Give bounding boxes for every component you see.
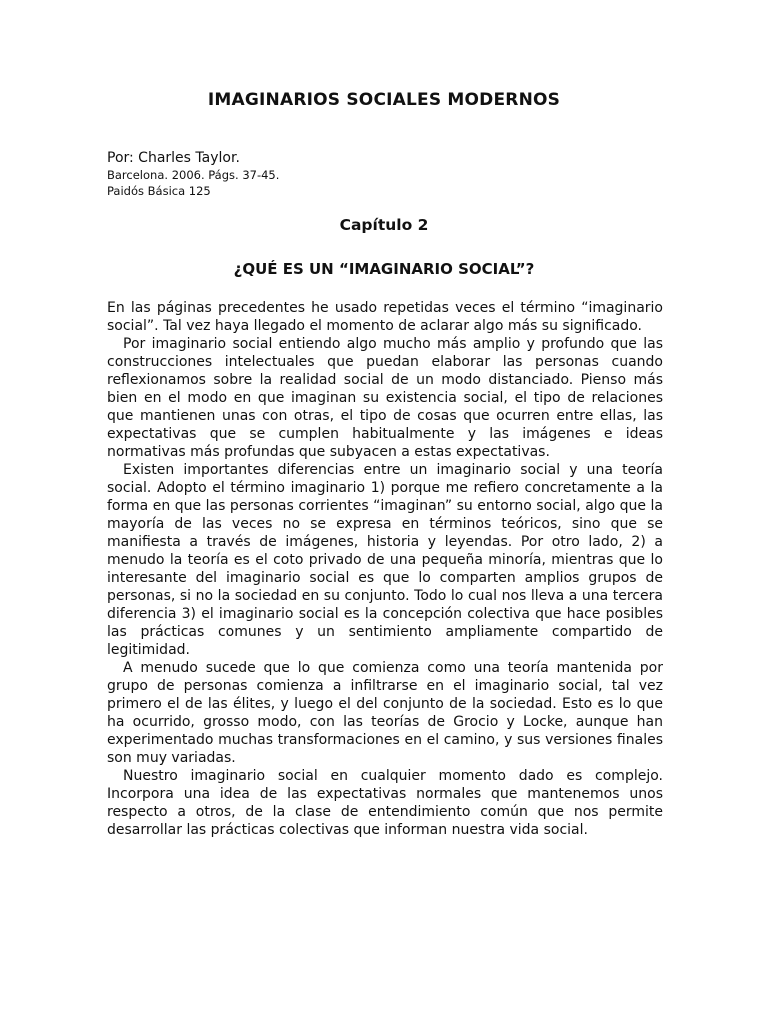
paragraph: Nuestro imaginario social en cualquier momento dado es complejo. Incorpora una idea de las expectativas normales que mantenemos unos respecto a otros, de la clase de entendimiento común que nos permite desarrollar las prácticas colectivas que informan nuestra vida social. bbox=[107, 768, 663, 838]
section-heading: ¿QUÉ ES UN “IMAGINARIO SOCIAL”? bbox=[233, 260, 535, 278]
document-title: IMAGINARIOS SOCIALES MODERNOS bbox=[207, 90, 561, 110]
author-byline: Por: Charles Taylor. bbox=[107, 150, 240, 166]
source-publication-line: Barcelona. 2006. Págs. 37-45. bbox=[107, 168, 280, 182]
paragraph: Existen importantes diferencias entre un imaginario social y una teoría social. Adopto el término imaginario 1) porque me refiero concretamente a la forma en que las personas corrientes “imaginan” su entorno social, algo que la mayoría de las veces no se expresa en términos teóricos, sino que se manifiesta a través de imágenes, historia y leyendas. Por otro lado, 2) a menudo la teoría es el coto privado de una pequeña minoría, mientras que lo interesante del imaginario social es que lo comparten amplios grupos de personas, si no la sociedad en su conjunto. Todo lo cual nos lleva a una tercera diferencia 3) el imaginario social es la concepción colectiva que hace posibles las prácticas comunes y un sentimiento ampliamente compartido de legitimidad. bbox=[107, 462, 663, 658]
paragraph: Por imaginario social entiendo algo mucho más amplio y profundo que las construcciones intelectuales que puedan elaborar las personas cuando reflexionamos sobre la realidad social de un modo distanciado. Pienso más bien en el modo en que imaginan su existencia social, el tipo de relaciones que mantienen unas con otras, el tipo de cosas que ocurren entre ellas, las expectativas que se cumplen habitualmente y las imágenes e ideas normativas más profundas que subyacen a estas expectativas. bbox=[107, 336, 663, 460]
paragraph: En las páginas precedentes he usado repetidas veces el término “imaginario social”. Tal vez haya llegado el momento de aclarar algo más su significado. bbox=[107, 300, 663, 334]
source-publisher-line: Paidós Básica 125 bbox=[107, 184, 211, 198]
paragraph: A menudo sucede que lo que comienza como una teoría mantenida por grupo de personas comienza a infiltrarse en el imaginario social, tal vez primero el de las élites, y luego el del conjunto de la sociedad. Esto es lo que ha ocurrido, grosso modo, con las teorías de Grocio y Locke, aunque han experimentado muchas transformaciones en el camino, y sus versiones finales son muy variadas. bbox=[107, 660, 663, 766]
chapter-heading: Capítulo 2 bbox=[339, 216, 429, 234]
body-text bbox=[107, 299, 663, 839]
